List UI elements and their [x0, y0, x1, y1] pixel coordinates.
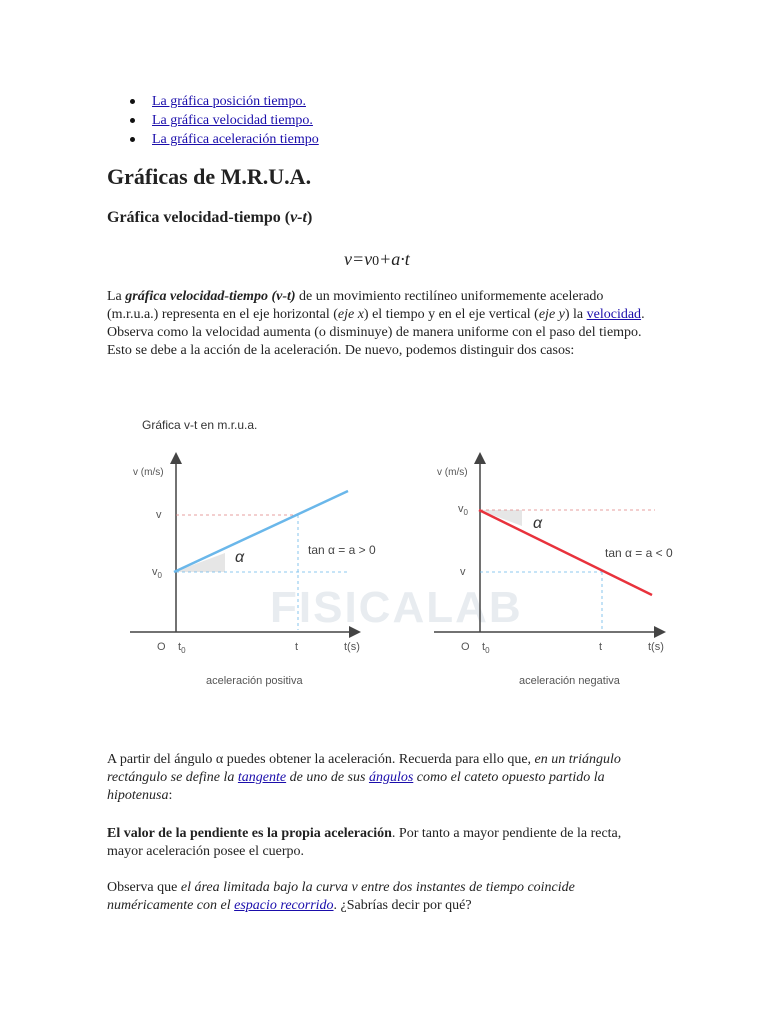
- vt-graph-figure: [110, 400, 700, 710]
- tan-formula-negative: tan α = a < 0: [605, 546, 673, 560]
- caption-positive: aceleración positiva: [206, 675, 303, 687]
- italic-term: eje y: [538, 307, 565, 322]
- text: . Por tanto a mayor pendiente de la recta, mayor aceleración posee el cuerpo.: [107, 826, 622, 859]
- text: ) la: [564, 307, 587, 322]
- origin-label: O: [461, 641, 470, 653]
- text: de un movimiento rectilíneo uniformemente acelerado (m.r.u.a.) representa en el eje horizontal (: [107, 289, 604, 322]
- link-tangente[interactable]: tangente: [237, 770, 287, 785]
- topic-links-list: [130, 92, 319, 149]
- y-axis-label: v (m/s): [133, 467, 164, 478]
- bullet-icon: [130, 118, 135, 123]
- t0-label: $t_0$: [178, 641, 186, 655]
- text: La: [107, 289, 126, 304]
- italic-text: en un triángulo rectángulo se define la: [107, 752, 621, 785]
- text: :: [168, 788, 173, 803]
- link-position-time[interactable]: La gráfica posición tiempo.: [152, 94, 306, 109]
- heading-vt: v-t: [290, 209, 307, 226]
- caption-negative: aceleración negativa: [519, 675, 620, 687]
- bold-text: El valor de la pendiente es la propia aceleración: [107, 826, 392, 841]
- text: ) el tiempo y en el eje vertical (: [363, 307, 539, 322]
- italic-text: como el cateto opuesto partido la hipotenusa: [107, 770, 605, 803]
- bold-term: gráfica velocidad-tiempo (v-t): [125, 289, 296, 304]
- link-espacio-recorrido[interactable]: espacio recorrido: [234, 898, 334, 913]
- text: A partir del ángulo α puedes obtener la aceleración. Recuerda para ello que,: [107, 752, 535, 767]
- v0-label: $v_0$: [458, 503, 468, 517]
- left-graph: [130, 458, 376, 687]
- origin-label: O: [157, 641, 166, 653]
- t-label: t: [295, 641, 299, 653]
- list-item: [130, 92, 319, 111]
- italic-text: el área limitada bajo la curva v entre dos instantes de tiempo coincide numéricamente con el: [107, 880, 575, 913]
- vt-graph-svg: [110, 400, 700, 710]
- list-item: [130, 111, 319, 130]
- v-label: v: [156, 509, 162, 521]
- link-velocidad[interactable]: velocidad: [586, 307, 642, 322]
- bullet-icon: [130, 137, 135, 142]
- x-axis-label: t(s): [648, 641, 664, 653]
- list-item: [130, 130, 319, 149]
- figure-title: Gráfica v-t en m.r.u.a.: [142, 418, 258, 432]
- heading-text-end: ): [306, 209, 313, 226]
- paragraph-slope: [107, 825, 652, 861]
- x-axis-label: t(s): [344, 641, 360, 653]
- page-title: Gráficas de M.R.U.A.: [107, 164, 312, 189]
- heading-text: Gráfica velocidad-tiempo (: [107, 209, 291, 226]
- bullet-icon: [130, 99, 135, 104]
- formula: v=v0+a·t: [344, 249, 410, 269]
- link-velocity-time[interactable]: La gráfica velocidad tiempo.: [152, 113, 313, 128]
- v0-label: $v_0$: [152, 566, 162, 580]
- section-heading: [107, 209, 312, 227]
- italic-term: eje x: [337, 307, 364, 322]
- alpha-label: α: [533, 515, 543, 532]
- text: . ¿Sabrías decir por qué?: [333, 898, 472, 913]
- tan-formula-positive: tan α = a > 0: [308, 543, 376, 557]
- text: Observa que: [107, 880, 181, 895]
- watermark-logo: FISICALAB: [270, 583, 523, 632]
- paragraph-area: [107, 879, 652, 915]
- link-angulos[interactable]: ángulos: [368, 770, 414, 785]
- t0-label: $t_0$: [482, 641, 490, 655]
- text: . Observa como la velocidad aumenta (o disminuye) de manera uniforme con el paso del tiempo. Esto se debe a la acción de la aceleración. De nuevo, podemos distinguir dos casos:: [107, 307, 645, 358]
- y-axis-label: v (m/s): [437, 467, 468, 478]
- paragraph-angle: [107, 751, 652, 805]
- right-graph: [434, 458, 673, 687]
- v-label: v: [460, 566, 466, 578]
- velocity-line-positive: [174, 491, 348, 572]
- link-acceleration-time[interactable]: La gráfica aceleración tiempo: [152, 132, 319, 147]
- paragraph-intro: [107, 288, 652, 360]
- italic-text: de uno de sus: [286, 770, 369, 785]
- alpha-label: α: [235, 549, 245, 566]
- t-label: t: [599, 641, 603, 653]
